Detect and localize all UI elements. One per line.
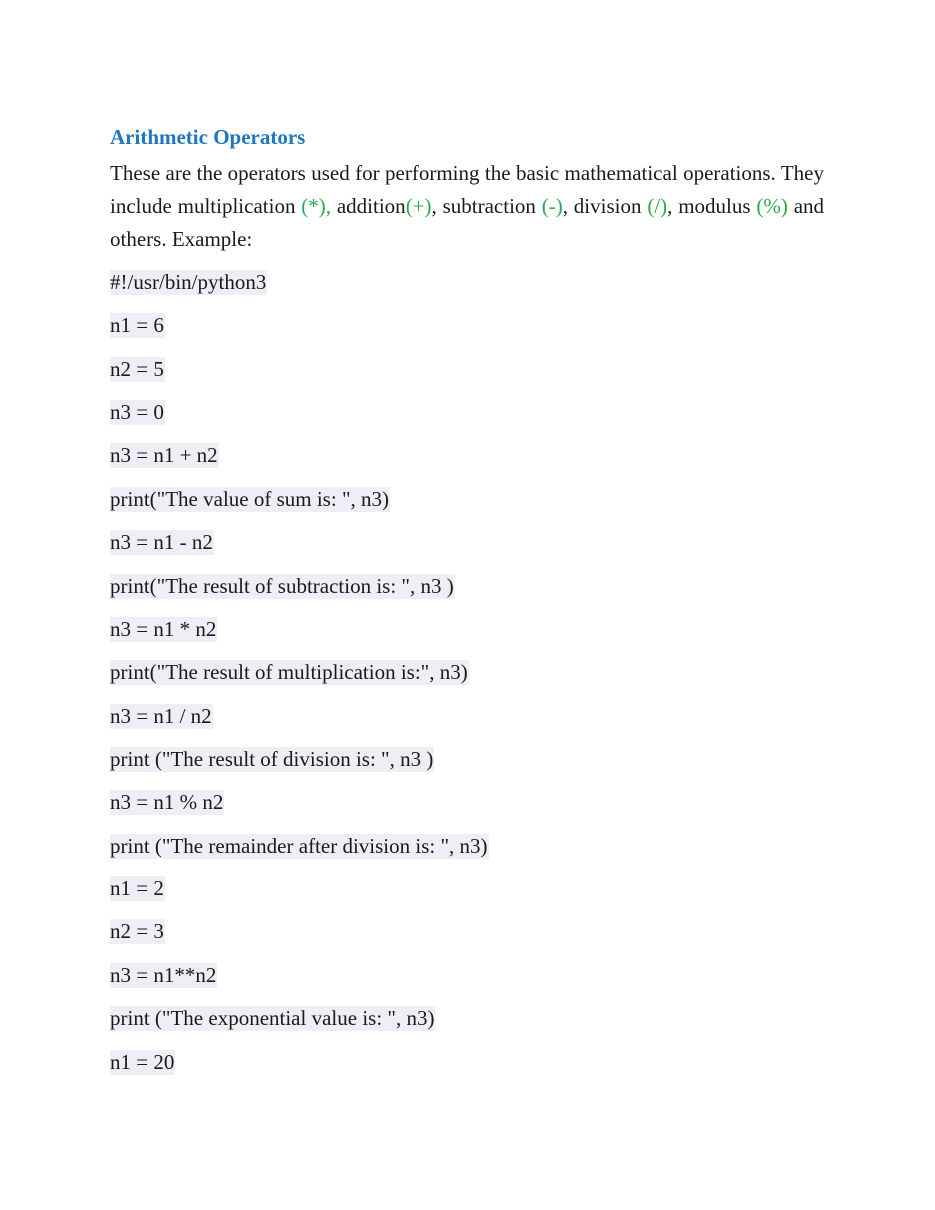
code-line: n2 = 3 (110, 919, 164, 943)
code-line: n3 = n1 + n2 (110, 443, 218, 467)
code-line: print("The result of multiplication is:", n3) (110, 660, 468, 684)
code-line: #!/usr/bin/python3 (110, 270, 267, 294)
code-line: print ("The result of division is: ", n3 ) (110, 747, 434, 771)
code-line: n3 = n1**n2 (110, 963, 217, 987)
code-line: n3 = n1 * n2 (110, 617, 217, 641)
intro-text-1: These are the operators used for performing the basic mathematical operations. They include multiplication (110, 161, 824, 218)
code-line: n1 = 6 (110, 313, 164, 337)
code-line: print("The result of subtraction is: ", n3 ) (110, 574, 454, 598)
operator-addition: (+) (405, 194, 432, 218)
code-line: n3 = n1 - n2 (110, 530, 213, 554)
code-line: print ("The exponential value is: ", n3) (110, 1006, 435, 1030)
intro-text-4: , division (562, 194, 648, 218)
intro-paragraph (110, 157, 824, 256)
code-line: print("The value of sum is: ", n3) (110, 487, 390, 511)
operator-subtraction: (-) (541, 194, 563, 218)
intro-text-5: , modulus (667, 194, 757, 218)
code-line: n3 = 0 (110, 400, 164, 424)
operator-division: (/) (647, 194, 668, 218)
intro-text-3: , subtraction (431, 194, 542, 218)
operator-modulus: (%) (756, 194, 788, 218)
code-line: print ("The remainder after division is: ", n3) (110, 834, 488, 858)
operator-multiplication: (*), (301, 194, 332, 218)
intro-text-6: and others. Example: (110, 194, 825, 251)
section-heading: Arithmetic Operators (110, 125, 306, 149)
code-line: n3 = n1 / n2 (110, 704, 212, 728)
code-line: n2 = 5 (110, 357, 164, 381)
code-line: n1 = 20 (110, 1050, 175, 1074)
intro-text-2: addition (331, 194, 406, 218)
code-line: n3 = n1 % n2 (110, 790, 224, 814)
code-line: n1 = 2 (110, 876, 164, 900)
